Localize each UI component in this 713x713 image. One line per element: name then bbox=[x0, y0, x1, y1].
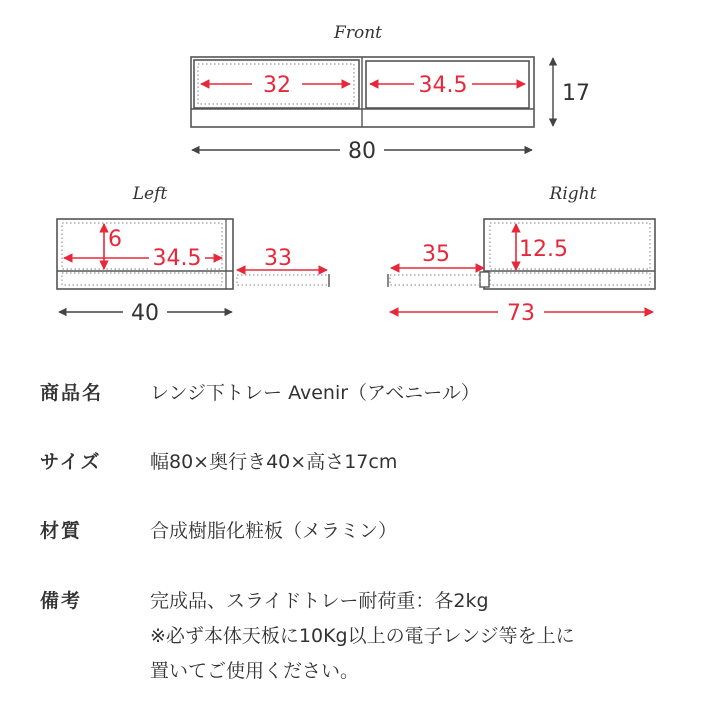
spec-value bbox=[150, 445, 700, 480]
spec-label: 商品名 bbox=[40, 382, 104, 404]
spec-value bbox=[150, 376, 700, 411]
spec-value bbox=[150, 584, 700, 689]
front-view-title: Front bbox=[334, 23, 382, 43]
spec-row-material bbox=[40, 514, 700, 549]
spec-row-notes bbox=[40, 584, 700, 689]
spec-label: 備考 bbox=[40, 590, 83, 612]
spec-row-product-name bbox=[40, 376, 700, 411]
left-view bbox=[57, 184, 329, 326]
left-inner-depth-label: 34.5 bbox=[152, 246, 202, 271]
spec-value bbox=[150, 514, 700, 549]
left-inner-height-label: 6 bbox=[108, 227, 122, 252]
left-body-outline bbox=[57, 219, 233, 289]
spec-line: レンジ下トレー Avenir（アベニール） bbox=[150, 382, 480, 404]
right-body-outline bbox=[484, 219, 655, 289]
spec-line: ※必ず本体天板に10Kg以上の電子レンジ等を上に bbox=[150, 625, 575, 647]
right-view bbox=[388, 184, 655, 326]
spec-row-size bbox=[40, 445, 700, 480]
front-left-width-label: 32 bbox=[263, 73, 291, 98]
spec-line: 完成品、スライドトレー耐荷重：各2kg bbox=[150, 590, 489, 612]
spec-line: 幅80×奥行き40×高さ17cm bbox=[150, 451, 398, 473]
spec-line: 置いてご使用ください。 bbox=[150, 660, 360, 682]
right-view-title: Right bbox=[549, 184, 597, 204]
left-slide-extension-label: 33 bbox=[264, 246, 292, 271]
left-depth-label: 40 bbox=[131, 301, 159, 326]
front-right-width-label: 34.5 bbox=[418, 73, 468, 98]
spec-label: 材質 bbox=[40, 520, 83, 542]
right-extended-depth-label: 73 bbox=[507, 301, 535, 326]
front-height-label: 17 bbox=[562, 81, 590, 106]
spec-line: 合成樹脂化粧板（メラミン） bbox=[150, 520, 398, 542]
left-view-title: Left bbox=[132, 184, 168, 204]
front-view bbox=[191, 23, 590, 164]
right-slide-extension-label: 35 bbox=[422, 242, 450, 267]
right-inner-height-label: 12.5 bbox=[519, 237, 568, 262]
front-total-width-label: 80 bbox=[348, 139, 376, 164]
spec-label: サイズ bbox=[40, 451, 102, 473]
